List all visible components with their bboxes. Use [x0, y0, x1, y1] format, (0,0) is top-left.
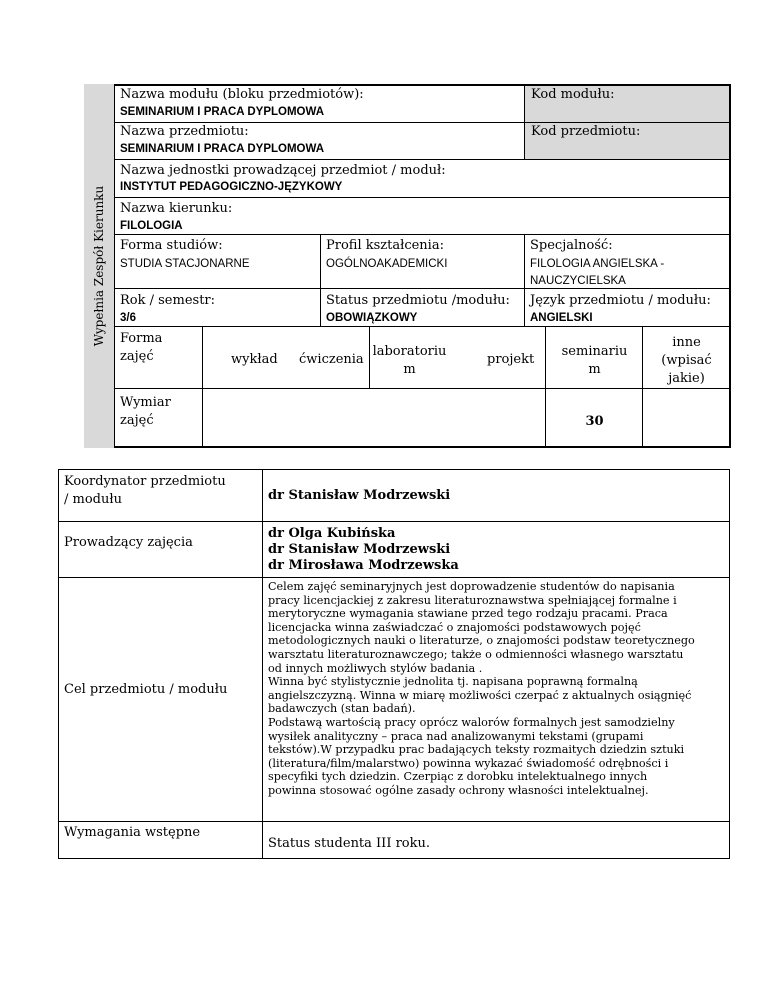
goal-line: Celem zajęć seminaryjnych jest doprowadzenie studentów do napisania	[268, 580, 675, 593]
lecturers-label: Prowadzący zajęcia	[64, 535, 193, 550]
specialty-label: Specjalność:	[530, 238, 613, 253]
coordinator-label-cell	[59, 470, 262, 521]
requirements-value: Status studenta III roku.	[268, 836, 431, 851]
language-cell	[524, 288, 729, 326]
profile-cell	[320, 234, 524, 288]
goal-line: specyfiki tych dziedzin. Czerpiąc z dorobku intelektualnego innych	[268, 770, 648, 784]
goal-line: metodologicznych nauki o literaturze, o znajomości podstaw teoretycznego	[268, 634, 695, 648]
module-name-cell	[115, 86, 524, 122]
lecturer-1: dr Olga Kubińska	[268, 526, 396, 541]
goal-line: angielszczyzną. Winna w miarę możliwości czerpać z aktualnych osiągnięć	[268, 688, 692, 702]
goal-line: powinna stosować ogólne zasady ochrony własności intelektualnej.	[268, 783, 649, 797]
module-code-label: Kod modułu:	[531, 87, 615, 102]
year-label: Rok / semestr:	[120, 293, 216, 308]
forms-label-line2: zajęć	[120, 349, 154, 364]
module-name-label: Nazwa modułu (bloku przedmiotów):	[120, 87, 364, 102]
goal-line: Winna być stylistycznie jednolita tj. napisana poprawną formalną	[268, 675, 638, 689]
specialty-value-line2: NAUCZYCIELSKA	[530, 275, 626, 287]
profile-value: OGÓLNOAKADEMICKI	[326, 258, 448, 270]
subject-name-value: SEMINARIUM I PRACA DYPLOMOWA	[120, 143, 325, 155]
subject-code-cell	[524, 122, 729, 159]
unit-value: INSTYTUT PEDAGOGICZNO-JĘZYKOWY	[120, 181, 343, 193]
coordinator-value: dr Stanisław Modrzewski	[268, 488, 451, 503]
profile-label: Profil kształcenia:	[326, 238, 444, 253]
forms-exercises: ćwiczenia	[299, 352, 364, 367]
goal-line: badawczych (stan badań).	[268, 702, 416, 716]
requirements-row	[59, 821, 729, 858]
forms-seminar-cell	[545, 326, 642, 388]
forms-lab-cell	[369, 326, 448, 388]
lecturers-row	[59, 521, 729, 577]
field-cell	[115, 197, 729, 234]
status-cell	[320, 288, 524, 326]
forms-project: projekt	[487, 352, 535, 367]
field-label: Nazwa kierunku:	[120, 201, 233, 216]
goal-line: od innych możliwych stylów badania .	[268, 661, 483, 675]
forms-other-line1: inne	[672, 335, 701, 350]
module-name-value: SEMINARIUM I PRACA DYPLOMOWA	[120, 106, 325, 118]
hours-seminar: 30	[585, 414, 604, 429]
forms-lecture: wykład	[231, 352, 278, 367]
hours-label-line1: Wymiar	[120, 395, 171, 410]
module-code-cell	[524, 86, 729, 122]
hours-seminar-cell	[545, 388, 642, 446]
forms-label-line1: Forma	[120, 331, 163, 346]
hours-other-cell	[642, 388, 729, 446]
goal-text	[268, 580, 726, 798]
sidebar-label-cell	[84, 84, 114, 448]
study-form-cell	[115, 234, 320, 288]
goal-line: licencjacka winna zaświadczać o znajomości podstawowych pojęć	[268, 620, 641, 634]
status-label: Status przedmiotu /modułu:	[326, 293, 510, 308]
forms-other-cell	[642, 326, 729, 388]
status-value: OBOWIĄZKOWY	[326, 312, 418, 324]
forms-lecture-cell	[202, 326, 289, 388]
field-value: FILOLOGIA	[120, 220, 183, 232]
specialty-value-line1: FILOLOGIA ANGIELSKA -	[530, 258, 665, 270]
language-label: Język przedmiotu / modułu:	[530, 293, 711, 308]
goal-line: Podstawą wartością pracy oprócz walorów formalnych jest samodzielny	[268, 715, 675, 729]
requirements-label: Wymagania wstępne	[64, 825, 201, 840]
goal-line: tekstów).W przypadku prac badających teksty rozmaitych dziedzin sztuki	[268, 743, 685, 757]
year-cell	[115, 288, 320, 326]
forms-other-line3: jakie)	[668, 371, 705, 386]
goal-label: Cel przedmiotu / modułu	[64, 682, 228, 697]
unit-label: Nazwa jednostki prowadzącej przedmiot / moduł:	[120, 163, 446, 178]
language-value: ANGIELSKI	[530, 312, 593, 324]
forms-other-line2: (wpisać	[661, 353, 712, 368]
forms-lab-line2: m	[403, 362, 416, 377]
subject-code-label: Kod przedmiotu:	[531, 124, 641, 139]
hours-empty-cell	[202, 388, 545, 446]
goal-line: merytoryczne wymagania stawiane przed tego rodzaju pracami. Praca	[268, 607, 668, 621]
goal-line: pracy licencjackiej z zakresu literaturoznawstwa spełniającej formalne i	[268, 593, 677, 607]
forms-label-cell	[115, 326, 202, 388]
year-value: 3/6	[120, 312, 136, 324]
goal-line: warsztatu literaturoznawczego; także o odmienności własnego warsztatu	[268, 647, 684, 661]
sidebar-label: Wypełnia Zespół Kierunku	[92, 185, 106, 347]
specialty-cell	[524, 234, 729, 288]
coordinator-label-line1: Koordynator przedmiotu	[64, 474, 226, 489]
lecturer-2: dr Stanisław Modrzewski	[268, 542, 451, 557]
coordinator-value-cell	[263, 470, 729, 521]
lecturer-3: dr Mirosława Modrzewska	[268, 558, 459, 573]
forms-seminar-line1: seminariu	[561, 344, 628, 359]
forms-project-cell	[448, 326, 545, 388]
goal-line: wysiłek analityczny – praca nad analizowanymi tekstami (grupami	[268, 729, 644, 743]
study-form-label: Forma studiów:	[120, 238, 223, 253]
hours-label-line2: zajęć	[120, 413, 154, 428]
forms-exercises-cell	[289, 326, 369, 388]
goal-row	[59, 577, 729, 821]
coordinator-label-line2: / modułu	[64, 492, 122, 507]
subject-name-label: Nazwa przedmiotu:	[120, 124, 249, 139]
goal-line: (literatura/film/malarstwo) powinna wykazać świadomość odrębności i	[268, 756, 669, 770]
hours-label-cell	[115, 388, 202, 446]
study-form-value: STUDIA STACJONARNE	[120, 258, 250, 270]
forms-lab-line1: laboratoriu	[372, 344, 447, 359]
subject-name-cell	[115, 122, 524, 159]
unit-cell	[115, 159, 729, 197]
forms-seminar-line2: m	[588, 362, 601, 377]
